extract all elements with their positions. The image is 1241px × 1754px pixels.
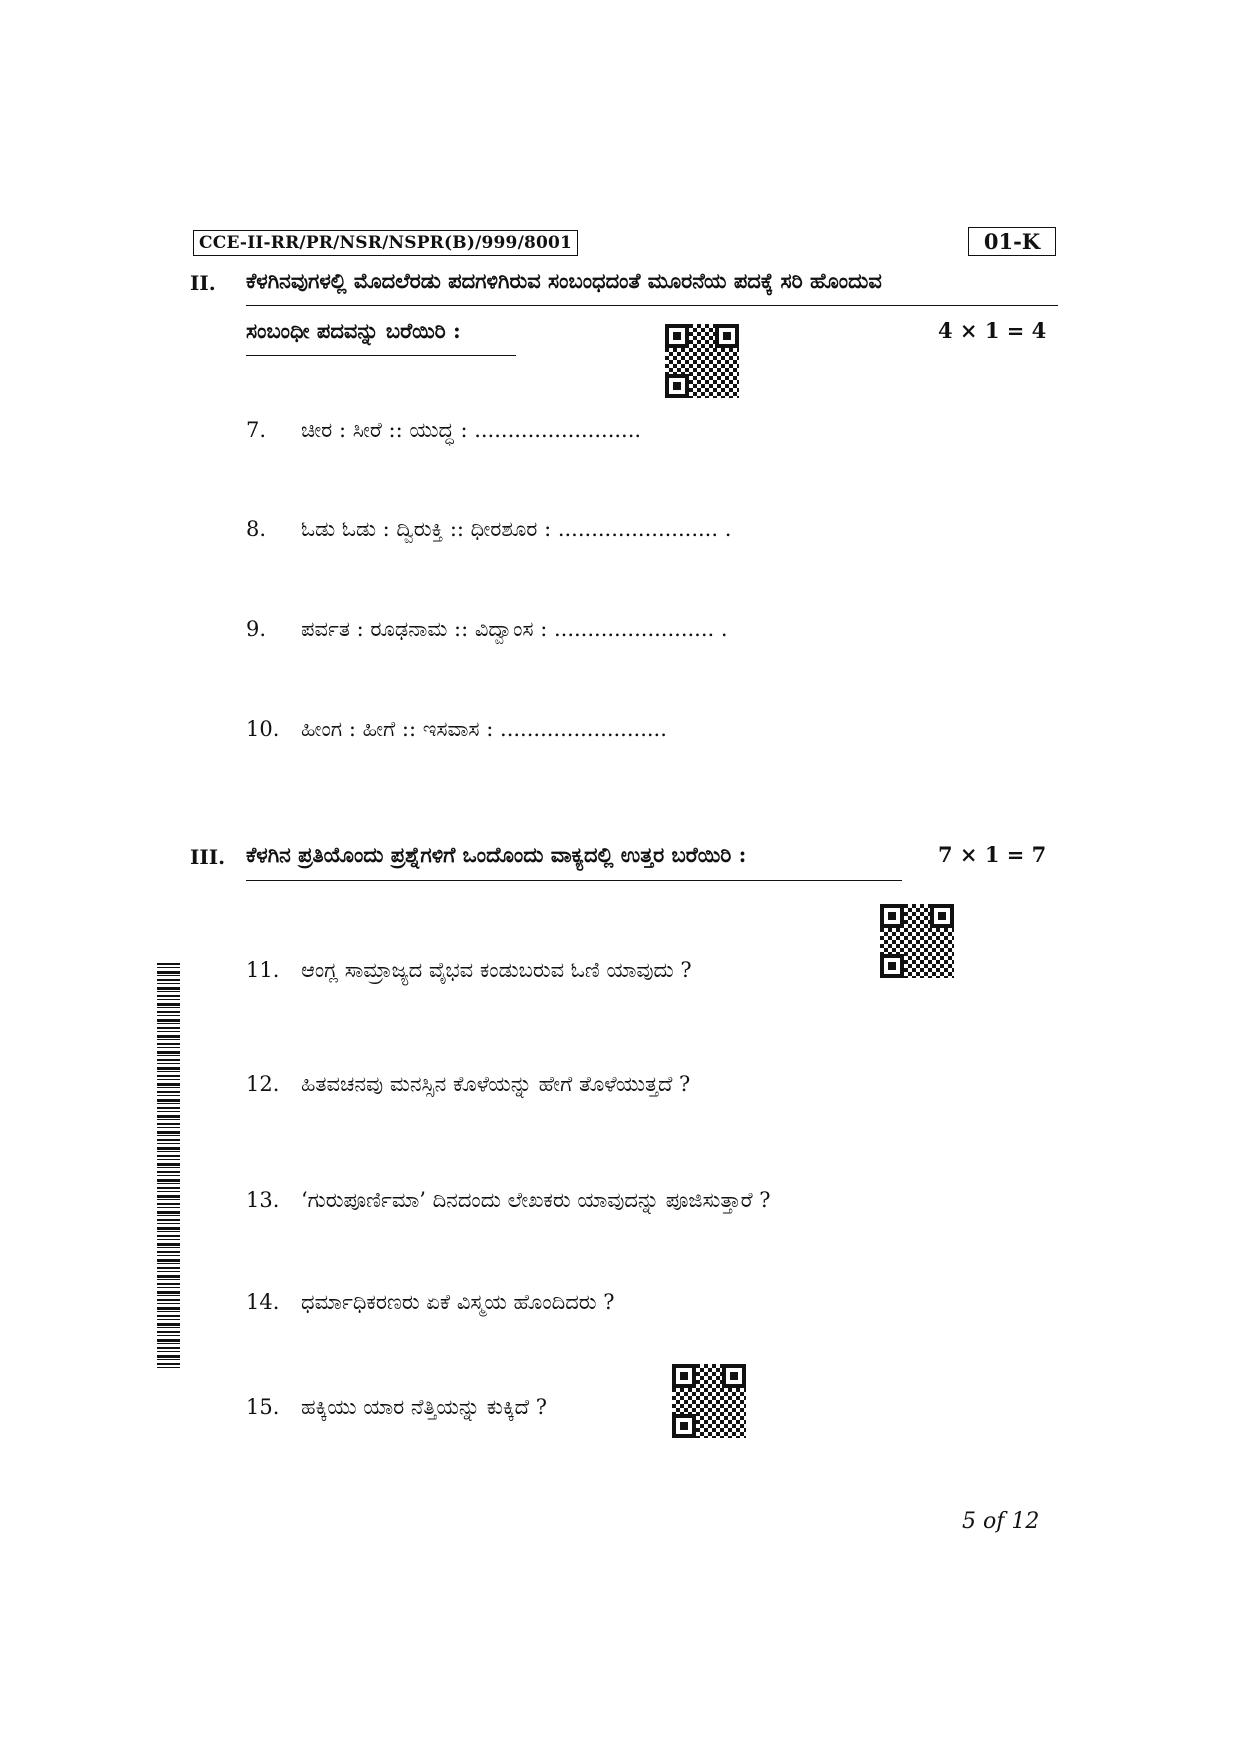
- question-7: 7. ಚೀರ : ಸೀರೆ :: ಯುದ್ಧ : .........................: [246, 418, 642, 442]
- section-2-instruction-line1: ಕೆಳಗಿನವುಗಳಲ್ಲಿ ಮೊದಲೆರಡು ಪದಗಳಿಗಿರುವ ಸಂಬಂಧದಂತೆ ಮೂರನೆಯ ಪದಕ್ಕೆ ಸರಿ ಹೊಂದುವ: [246, 268, 882, 293]
- page-number: 5 of 12: [962, 1509, 1040, 1534]
- section-3-number: III.: [190, 845, 226, 869]
- question-10: 10. ಹೀಂಗ : ಹೀಗೆ :: ಇಸವಾಸ : .........................: [246, 717, 667, 741]
- section-2-instruction-line2: ಸಂಬಂಧೀ ಪದವನ್ನು ಬರೆಯಿರಿ :: [246, 318, 461, 343]
- question-14: 14. ಧರ್ಮಾಧಿಕರಣರು ಏಕೆ ವಿಸ್ಮಯ ಹೊಂದಿದರು ?: [246, 1290, 615, 1314]
- question-12: 12. ಹಿತವಚನವು ಮನಸ್ಸಿನ ಕೊಳೆಯನ್ನು ಹೇಗೆ ತೊಳೆಯುತ್ತದೆ ?: [246, 1072, 691, 1096]
- question-11: 11. ಆಂಗ್ಲ ಸಾಮ್ರಾಜ್ಯದ ವೈಭವ ಕಂಡುಬರುವ ಓಣಿ ಯಾವುದು ?: [246, 958, 692, 982]
- section-2-underline-1: [246, 305, 1058, 306]
- question-15: 15. ಹಕ್ಕಿಯು ಯಾರ ನೆತ್ತಿಯನ್ನು ಕುಕ್ಕಿದೆ ?: [246, 1395, 547, 1419]
- question-8: 8. ಓಡು ಓಡು : ದ್ವಿರುಕ್ತಿ :: ಧೀರಶೂರ : ........................ .: [246, 517, 732, 541]
- section-3-underline: [246, 880, 902, 881]
- section-2-underline-2: [246, 355, 516, 356]
- qr-code-icon: [665, 324, 739, 398]
- section-3-instruction: ಕೆಳಗಿನ ಪ್ರತಿಯೊಂದು ಪ್ರಶ್ನೆಗಳಿಗೆ ಒಂದೊಂದು ವಾಕ್ಯದಲ್ಲಿ ಉತ್ತರ ಬರೆಯಿರಿ :: [246, 842, 747, 867]
- section-2-marks: 4 × 1 = 4: [938, 318, 1047, 343]
- qr-code-icon: [880, 904, 954, 978]
- question-9: 9. ಪರ್ವತ : ರೂಢನಾಮ :: ವಿದ್ವಾಂಸ : ........................ .: [246, 617, 728, 641]
- section-2-number: II.: [190, 271, 216, 295]
- question-13: 13. ‘ಗುರುಪೂರ್ಣಿಮಾ’ ದಿನದಂದು ಲೇಖಕರು ಯಾವುದನ್ನು ಪೂಜಿಸುತ್ತಾರೆ ?: [246, 1188, 771, 1212]
- paper-code: CCE-II-RR/PR/NSR/NSPR(B)/999/8001: [193, 230, 578, 256]
- section-3-marks: 7 × 1 = 7: [938, 842, 1047, 867]
- qr-code-icon: [672, 1364, 746, 1438]
- barcode-icon: [157, 963, 180, 1368]
- sheet-code: 01-K: [968, 227, 1056, 256]
